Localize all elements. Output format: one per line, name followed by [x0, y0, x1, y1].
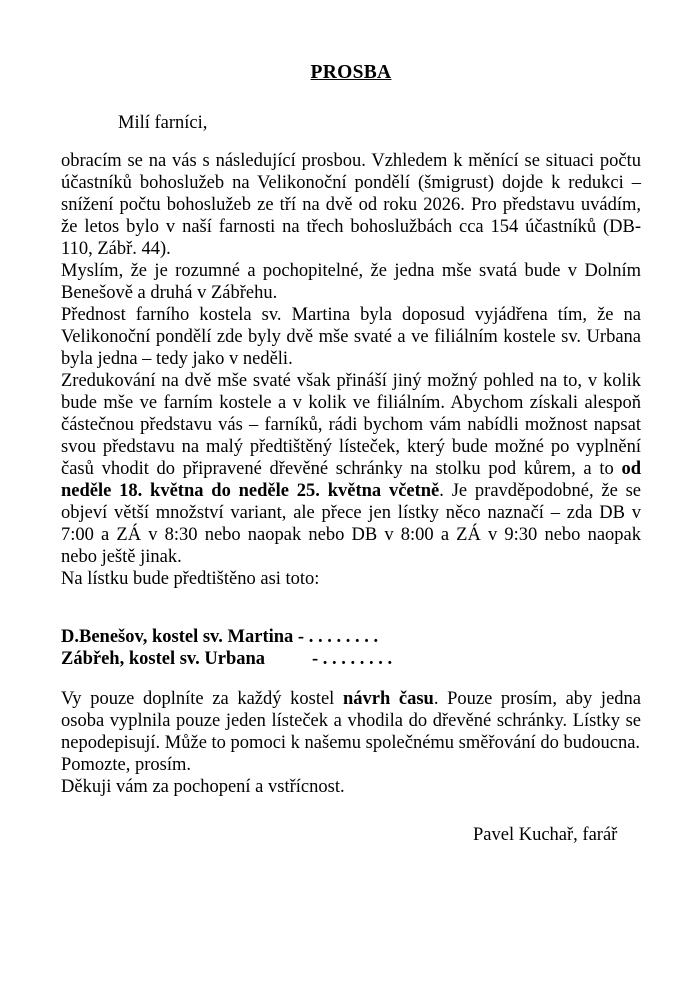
paragraph-text: Děkuji vám za pochopení a vstřícnost. [61, 777, 345, 797]
time-blank: - . . . . . . . . [312, 649, 393, 669]
paragraph-text: obracím se na vás s následující prosbou. Vzhledem k měnící se situaci počtu účastníků bohoslužeb na Velikonoční pondělí (šmigrust) dojde k redukci – snížení počtu bohoslužeb ze tří na dvě od roku 2026. Pro představu uvádím, že letos bylo v naší farnosti na třech bohoslužbách cca 154 účastníků (DB-110, Zábř. 44). [61, 151, 641, 259]
paragraph-text: Vy pouze doplníte za každý kostel [61, 689, 343, 709]
body-text [61, 150, 641, 590]
paragraph-text: Přednost farního kostela sv. Martina byla doposud vyjádřena tím, že na Velikonoční pondělí zde byly dvě mše svaté a ve filiálním kostele sv. Urbana byla jedna – tedy jako v neděli. [61, 305, 641, 369]
time-blank: - . . . . . . . . [293, 627, 379, 647]
church-label: Zábřeh, kostel sv. Urbana [61, 649, 266, 669]
paragraph [61, 150, 641, 260]
ballot-row-martin [61, 626, 392, 648]
paragraph-text: . Je pravděpodobné, že se objeví větší množství variant, ale přece jen lístky něco naznačí – zda DB v 7:00 a ZÁ v 8:30 nebo naopak nebo DB v 8:00 a ZÁ v 9:30 nebo naopak nebo ještě jinak. [61, 481, 641, 567]
paragraph-text: . Pouze prosím, aby jedna osoba vyplnila pouze jeden lísteček a vhodila do dřevěné schránky. Lístky se nepodepisují. Může to pomoci k našemu společnému směřování do budoucna. [61, 689, 641, 753]
paragraph [61, 776, 641, 798]
paragraph-text: Na lístku bude předtištěno asi toto: [61, 569, 320, 589]
ballot-template [61, 626, 392, 670]
greeting: Milí farníci, [118, 113, 208, 133]
church-label: D.Benešov, kostel sv. Martina [61, 627, 294, 647]
paragraph [61, 568, 641, 590]
paragraph [61, 370, 641, 568]
closing-text [61, 688, 641, 798]
paragraph [61, 304, 641, 370]
paragraph-text: Pomozte, prosím. [61, 755, 192, 775]
document-title: PROSBA [310, 62, 392, 83]
time-proposal-emphasis: návrh času [342, 689, 434, 709]
signature: Pavel Kuchař, farář [473, 825, 618, 845]
date-range-emphasis: od neděle 18. května do neděle 25. května včetně [61, 459, 641, 501]
paragraph-text: Zredukování na dvě mše svaté však přináší jiný možný pohled na to, v kolik bude mše ve farním kostele a v kolik ve filiálním. Abychom získali alespoň částečnou představu vás – farníků, rádi bychom vám nabídli možnost napsat svou představu na malý předtištěný lísteček, který bude možné po vyplnění časů vhodit do připravené dřevěné schránky na stolku pod kůrem, a to [61, 371, 641, 479]
paragraph [61, 260, 641, 304]
paragraph [61, 688, 641, 754]
paragraph [61, 754, 641, 776]
paragraph-text: Myslím, že je rozumné a pochopitelné, že jedna mše svatá bude v Dolním Benešově a druhá v Zábřehu. [61, 261, 641, 303]
ballot-row-urban [61, 648, 392, 670]
